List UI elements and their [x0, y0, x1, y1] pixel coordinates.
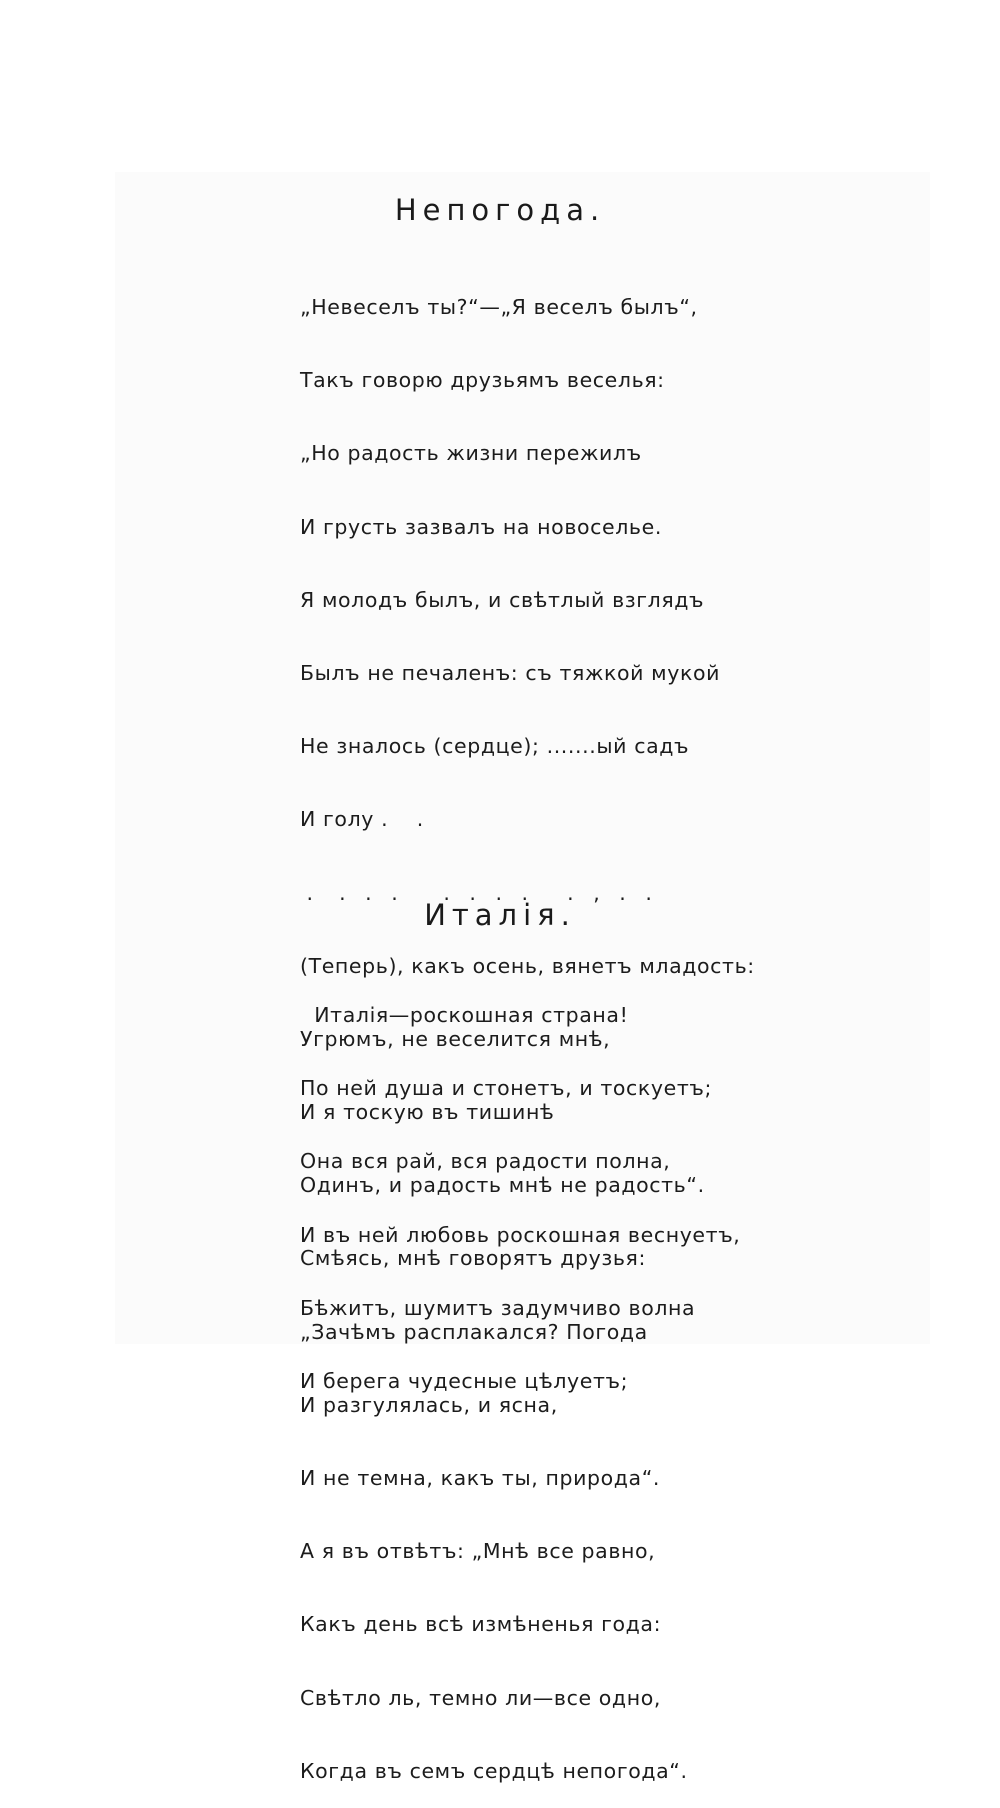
poem-line: Она вся рай, вся радости полна,	[300, 1149, 671, 1174]
poem-line: Былъ не печаленъ: съ тяжкой мукой	[300, 660, 721, 685]
ellipsis-line: . . . . . . . . . , . .	[300, 880, 652, 905]
poem-line: Когда въ семъ сердцѣ непогода“.	[300, 1758, 688, 1783]
poem-line: Италія—роскошная страна!	[300, 1003, 629, 1027]
poem-line: И грусть зазвалъ на новоселье.	[300, 514, 662, 539]
poem-line: Такъ говорю друзьямъ веселья:	[300, 368, 665, 393]
poem-line: (Теперь), какъ осень, вянетъ младость:	[300, 953, 755, 978]
poem-line: Не зналось (сердце); .......ый садъ	[300, 734, 690, 759]
poem-line: И въ ней любовь роскошная веснуетъ,	[300, 1222, 741, 1247]
poem-line: „Зачѣмъ расплакался? Погода	[300, 1319, 648, 1344]
poem-line: Бѣжитъ, шумитъ задумчиво волна	[300, 1295, 696, 1320]
poem-title-italiya: Италія.	[424, 898, 576, 932]
poem-line: Смѣясь, мнѣ говорятъ друзья:	[300, 1246, 646, 1271]
poem-line: И голу . .	[300, 807, 424, 832]
poem-line: Какъ день всѣ измѣненья года:	[300, 1612, 662, 1637]
poem-line: „Но радость жизни пережилъ	[300, 441, 642, 466]
poem-line: Угрюмъ, не веселится мнѣ,	[300, 1026, 611, 1051]
poem-line: И не темна, какъ ты, природа“.	[300, 1466, 661, 1490]
poem-line: „Невеселъ ты?“—„Я веселъ былъ“,	[300, 295, 698, 319]
poem-line: И я тоскую въ тишинѣ	[300, 1100, 555, 1125]
poem-body-italiya	[300, 955, 740, 1418]
poem-line: По ней душа и стонетъ, и тоскуетъ;	[300, 1076, 712, 1101]
poem-line: Свѣтло ль, темно ли—все одно,	[300, 1685, 661, 1710]
poem-line: Одинъ, и радость мнѣ не радость“.	[300, 1173, 705, 1198]
poem-line: Я молодъ былъ, и свѣтлый взглядъ	[300, 587, 705, 612]
poem-title-nepogoda: Непогода.	[394, 193, 606, 227]
poem-line: И берега чудесные цѣлуетъ;	[300, 1368, 629, 1393]
poem-line: А я въ отвѣтъ: „Мнѣ все равно,	[300, 1539, 656, 1564]
poem-line: И разгулялась, и ясна,	[300, 1392, 558, 1417]
